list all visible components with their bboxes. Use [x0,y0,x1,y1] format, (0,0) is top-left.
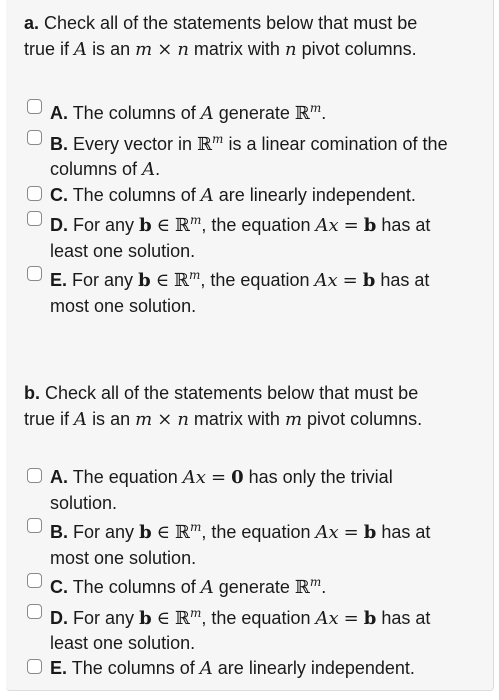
math-b: b [363,522,377,543]
math-Ax: Ax [315,522,339,543]
option-text: For any [72,270,134,290]
math-eq: = [343,522,359,543]
math-sup-m: m [189,213,202,227]
option-letter: C. [50,184,68,205]
math-sup-m: m [189,268,201,282]
part-b-options [24,465,494,681]
math-R: ℝ [175,522,190,543]
option-letter: E. [50,270,68,290]
option-b-C[interactable] [24,570,494,601]
math-b: b [362,270,376,291]
math-in: ∈ [156,607,170,629]
option-text: , the equation [201,215,311,235]
math-sup-m: m [212,131,224,146]
option-letter: A. [50,103,68,123]
math-in: ∈ [156,522,170,543]
math-times: × [157,39,173,60]
option-text: Every vector in [73,133,193,154]
math-b: b [139,215,152,236]
option-text: has at [381,215,431,235]
option-text: are linearly independent. [218,184,416,205]
option-text: is a linear comination of the [228,133,448,154]
option-a-B[interactable] [24,127,494,183]
math-A: A [199,657,213,679]
prompt-text: is an [92,409,131,429]
math-b: b [139,607,152,629]
math-sup-m: m [189,520,202,534]
math-A: A [200,103,214,124]
checkbox[interactable] [27,604,42,619]
option-text: least one solution. [50,240,196,261]
option-letter: B. [50,522,68,542]
option-text: has only the trivial [248,467,393,487]
math-times: × [157,409,173,430]
option-letter: E. [50,657,68,678]
option-text: most one solution. [50,295,197,316]
math-b: b [139,522,152,543]
math-R: ℝ [174,270,189,291]
option-text: The columns of [72,103,196,123]
checkbox[interactable] [27,266,42,281]
math-n: n [177,409,189,430]
math-Ax: Ax [182,467,206,488]
math-m: m [284,409,303,430]
option-text: The equation [72,467,178,487]
part-b-letter: b. [24,383,40,403]
math-in: ∈ [156,215,170,236]
checkbox[interactable] [27,518,42,533]
math-eq: = [210,467,227,488]
part-a-prompt [24,10,474,63]
math-R: ℝ [175,215,190,236]
prompt-text: matrix with [193,409,280,429]
period: . [321,103,327,123]
math-Ax: Ax [315,607,339,629]
prompt-text: true if [24,39,70,59]
option-text: columns of [50,159,138,179]
option-text: For any [73,215,135,235]
option-text: , the equation [200,270,310,290]
checkbox[interactable] [27,659,42,674]
math-zero: 0 [231,467,244,488]
prompt-text: is an [92,39,131,59]
option-text: generate [218,103,290,123]
math-b: b [363,215,377,236]
part-a-prompt-line1: Check all of the statements below that must be [44,13,418,33]
math-eq: = [343,215,359,236]
part-a-letter: a. [24,13,40,33]
option-text: most one solution. [50,547,197,568]
option-a-E[interactable] [24,263,494,318]
option-text: least one solution. [50,633,196,653]
prompt-text: pivot columns. [301,39,417,59]
math-A: A [74,409,88,430]
math-A: A [200,577,214,598]
math-R: ℝ [294,103,310,124]
math-Ax: Ax [315,215,339,236]
checkbox[interactable] [27,130,42,145]
option-a-A[interactable] [24,96,494,127]
option-text: The columns of [71,657,195,678]
math-sup-m: m [189,605,202,620]
math-R: ℝ [175,607,190,629]
prompt-text: pivot columns. [307,409,423,429]
option-text: The columns of [72,184,196,205]
option-text: For any [73,522,135,542]
option-text: The columns of [72,577,196,597]
math-m: m [135,409,153,430]
checkbox[interactable] [27,99,42,114]
option-text: has at [380,270,430,290]
math-A: A [74,39,88,60]
option-b-A[interactable] [24,465,494,515]
math-R: ℝ [294,577,310,598]
option-b-E[interactable] [24,656,494,682]
option-b-B[interactable] [24,515,494,570]
option-a-D[interactable] [24,208,494,263]
option-text: For any [73,607,135,628]
math-in: ∈ [155,270,170,291]
question-panel [6,0,494,691]
option-text: generate [218,577,290,597]
math-eq: = [342,270,358,291]
option-text: solution. [50,492,118,513]
checkbox[interactable] [27,211,42,226]
part-b-prompt [24,380,474,433]
option-letter: D. [50,607,68,628]
math-sup-m: m [309,101,322,115]
math-eq: = [343,607,359,629]
option-a-C[interactable] [24,183,494,209]
option-letter: C. [50,577,68,597]
period: . [321,577,327,597]
math-Ax: Ax [314,270,338,291]
checkbox[interactable] [27,186,42,201]
math-sup-m: m [309,575,322,589]
math-R: ℝ [197,133,213,155]
part-a-options [24,96,494,318]
math-b: b [138,270,151,291]
math-A: A [200,184,214,206]
prompt-text: true if [24,409,70,429]
option-text: has at [381,607,431,628]
option-letter: B. [50,133,68,154]
math-n: n [284,39,297,60]
math-b: b [363,607,377,629]
option-text: are linearly independent. [217,657,415,678]
part-b-prompt-line1: Check all of the statements below that must be [45,383,419,403]
checkbox[interactable] [27,468,42,483]
option-text: , the equation [201,522,311,542]
option-text: , the equation [201,607,311,628]
prompt-text: matrix with [193,39,280,59]
option-letter: D. [50,215,68,235]
math-m: m [135,39,153,60]
option-b-D[interactable] [24,601,494,656]
option-letter: A. [50,467,68,487]
math-n: n [177,39,189,60]
math-A: A [142,159,156,180]
checkbox[interactable] [27,573,42,588]
option-text: has at [381,522,431,542]
period: . [155,159,161,179]
